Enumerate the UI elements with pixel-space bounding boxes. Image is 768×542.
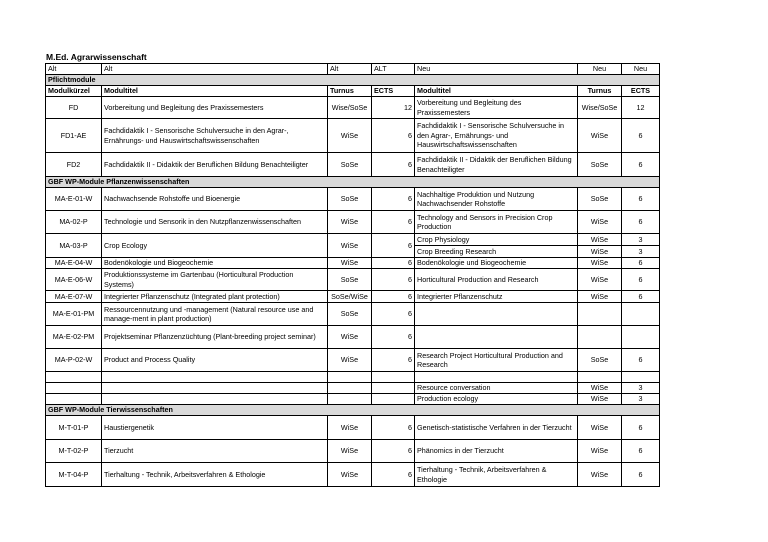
module-code: FD2 — [46, 153, 102, 177]
module-ects: 6 — [372, 440, 415, 463]
new-module-turnus: WiSe — [578, 440, 622, 463]
module-turnus: WiSe — [328, 326, 372, 349]
module-turnus: SoSe — [328, 188, 372, 211]
new-module-title: Fachdidaktik I - Sensorische Schulversuche in den Agrar-, Ernährungs- und Hauswirtschaftswissenschaften — [415, 119, 578, 153]
table-row — [46, 383, 660, 394]
new-module-ects: 6 — [622, 211, 660, 234]
table-row — [46, 269, 660, 291]
module-code: MA-E-01-PM — [46, 303, 102, 326]
module-title: Integrierter Pflanzenschutz (Integrated plant protection) — [102, 291, 328, 303]
new-module-turnus: WiSe — [578, 269, 622, 291]
module-code: MA-02-P — [46, 211, 102, 234]
module-title: Haustiergenetik — [102, 416, 328, 440]
module-turnus: WiSe — [328, 258, 372, 269]
module-ects: 6 — [372, 269, 415, 291]
new-module-ects: 3 — [622, 234, 660, 246]
new-module-ects: 6 — [622, 269, 660, 291]
module-title: Bodenökologie und Biogeochemie — [102, 258, 328, 269]
module-code: MA-E-01-W — [46, 188, 102, 211]
module-turnus: SoSe — [328, 153, 372, 177]
module-title: Fachdidaktik II - Didaktik der Beruflichen Bildung Benachteiligter — [102, 153, 328, 177]
table-row — [46, 303, 660, 326]
table-row — [46, 153, 660, 177]
new-module-ects: 6 — [622, 440, 660, 463]
module-turnus: WiSe — [328, 440, 372, 463]
module-ects: 6 — [372, 326, 415, 349]
module-turnus: WiSe — [328, 416, 372, 440]
table-row — [46, 416, 660, 440]
module-title: Product and Process Quality — [102, 349, 328, 372]
module-ects: 6 — [372, 211, 415, 234]
module-ects: 6 — [372, 291, 415, 303]
page-title: M.Ed. Agrarwissenschaft — [46, 52, 147, 62]
new-module-title-empty — [415, 326, 578, 349]
section-title: GBF WP-Module Tierwissenschaften — [46, 405, 660, 416]
module-ects: 6 — [372, 349, 415, 372]
module-title: Vorbereitung und Begleitung des Praxissemesters — [102, 97, 328, 119]
new-module-title-empty — [415, 303, 578, 326]
module-code: M-T-01-P — [46, 416, 102, 440]
new-module-ects: 3 — [622, 383, 660, 394]
new-module-title: Crop Breeding Research — [415, 246, 578, 258]
table-row — [46, 188, 660, 211]
module-ects: 6 — [372, 234, 415, 258]
new-module-ects: 6 — [622, 416, 660, 440]
new-module-title: Phänomics in der Tierzucht — [415, 440, 578, 463]
new-module-title: Crop Physiology — [415, 234, 578, 246]
header-row — [46, 86, 660, 97]
new-module-turnus: WiSe — [578, 394, 622, 405]
new-module-title: Genetisch-statistische Verfahren in der Tierzucht — [415, 416, 578, 440]
module-title: Fachdidaktik I - Sensorische Schulversuche in den Agrar-, Ernährungs- und Hauswirtschaftswissenschaften — [102, 119, 328, 153]
table-row — [46, 234, 660, 246]
new-module-title: Technology and Sensors in Precision Crop Production — [415, 211, 578, 234]
module-title: Tierhaltung - Technik, Arbeitsverfahren & Ethologie — [102, 463, 328, 487]
column-header: Turnus — [578, 86, 622, 97]
table-row — [46, 326, 660, 349]
module-title: Projektseminar Pflanzenzüchtung (Plant-breeding project seminar) — [102, 326, 328, 349]
new-module-ects: 6 — [622, 188, 660, 211]
module-ects: 6 — [372, 153, 415, 177]
module-code: M-T-04-P — [46, 463, 102, 487]
new-module-title: Horticultural Production and Research — [415, 269, 578, 291]
version-cell: Alt — [328, 64, 372, 75]
module-code: MA-E-04-W — [46, 258, 102, 269]
new-module-ects: 6 — [622, 258, 660, 269]
new-module-ects-empty — [622, 326, 660, 349]
module-turnus: SoSe/WiSe — [328, 291, 372, 303]
module-code: FD — [46, 97, 102, 119]
new-module-ects: 6 — [622, 349, 660, 372]
version-cell: Alt — [46, 64, 102, 75]
module-ects: 6 — [372, 303, 415, 326]
module-code: MA-P-02-W — [46, 349, 102, 372]
version-cell: Neu — [622, 64, 660, 75]
table-row — [46, 291, 660, 303]
module-code: M-T-02-P — [46, 440, 102, 463]
new-module-title: Bodenökologie und Biogeochemie — [415, 258, 578, 269]
new-module-ects: 6 — [622, 153, 660, 177]
new-module-turnus: SoSe — [578, 349, 622, 372]
table-row — [46, 349, 660, 372]
table-row — [46, 97, 660, 119]
new-module-ects: 6 — [622, 463, 660, 487]
module-comparison-table — [45, 63, 660, 487]
new-module-title: Vorbereitung und Begleitung des Praxissemesters — [415, 97, 578, 119]
new-module-ects: 3 — [622, 246, 660, 258]
module-ects: 6 — [372, 188, 415, 211]
module-turnus: WiSe — [328, 119, 372, 153]
new-module-ects: 6 — [622, 291, 660, 303]
table-row — [46, 440, 660, 463]
new-module-ects-empty — [622, 303, 660, 326]
new-module-turnus: SoSe — [578, 188, 622, 211]
section-title: Pflichtmodule — [46, 75, 660, 86]
module-code: FD1-AE — [46, 119, 102, 153]
new-module-ects: 12 — [622, 97, 660, 119]
version-cell: Neu — [415, 64, 578, 75]
module-title: Crop Ecology — [102, 234, 328, 258]
module-ects: 6 — [372, 258, 415, 269]
column-header: Modultitel — [102, 86, 328, 97]
table-row-empty — [46, 372, 660, 383]
column-header: ECTS — [622, 86, 660, 97]
module-title: Nachwachsende Rohstoffe und Bioenergie — [102, 188, 328, 211]
table-row — [46, 394, 660, 405]
new-module-turnus-empty — [578, 326, 622, 349]
section-row — [46, 177, 660, 188]
module-code: MA-03-P — [46, 234, 102, 258]
module-title: Tierzucht — [102, 440, 328, 463]
new-module-turnus: WiSe — [578, 291, 622, 303]
new-module-title: Research Project Horticultural Production and Research — [415, 349, 578, 372]
new-module-ects: 3 — [622, 394, 660, 405]
module-turnus: SoSe — [328, 269, 372, 291]
module-ects: 6 — [372, 119, 415, 153]
new-module-turnus: WiSe — [578, 258, 622, 269]
new-module-ects: 6 — [622, 119, 660, 153]
table-row — [46, 463, 660, 487]
column-header: Modultitel — [415, 86, 578, 97]
version-cell: ALT — [372, 64, 415, 75]
new-module-turnus: Wise/SoSe — [578, 97, 622, 119]
new-module-title: Resource conversation — [415, 383, 578, 394]
new-module-turnus: SoSe — [578, 153, 622, 177]
module-turnus: Wise/SoSe — [328, 97, 372, 119]
new-module-title: Integrierter Pflanzenschutz — [415, 291, 578, 303]
new-module-title: Nachhaltige Produktion und Nutzung Nachwachsender Rohstoffe — [415, 188, 578, 211]
module-turnus: WiSe — [328, 234, 372, 258]
module-title: Produktionssysteme im Gartenbau (Horticultural Production Systems) — [102, 269, 328, 291]
new-module-turnus: WiSe — [578, 383, 622, 394]
new-module-turnus-empty — [578, 303, 622, 326]
module-code: MA-E-07-W — [46, 291, 102, 303]
module-turnus: SoSe — [328, 303, 372, 326]
new-module-turnus: WiSe — [578, 119, 622, 153]
new-module-title: Fachdidaktik II - Didaktik der Beruflichen Bildung Benachteiligter — [415, 153, 578, 177]
new-module-turnus: WiSe — [578, 416, 622, 440]
column-header: Modulkürzel — [46, 86, 102, 97]
module-code: MA-E-06-W — [46, 269, 102, 291]
new-module-turnus: WiSe — [578, 211, 622, 234]
module-title: Ressourcennutzung und -management (Natural resource use and manage-ment in plant production) — [102, 303, 328, 326]
new-module-turnus: WiSe — [578, 463, 622, 487]
module-ects: 6 — [372, 463, 415, 487]
module-turnus: WiSe — [328, 211, 372, 234]
module-ects: 6 — [372, 416, 415, 440]
version-row — [46, 64, 660, 75]
module-title: Technologie und Sensorik in den Nutzpflanzenwissenschaften — [102, 211, 328, 234]
version-cell: Alt — [102, 64, 328, 75]
table-row — [46, 119, 660, 153]
table-row — [46, 211, 660, 234]
version-cell: Neu — [578, 64, 622, 75]
section-row — [46, 75, 660, 86]
new-module-turnus: WiSe — [578, 234, 622, 246]
module-turnus: WiSe — [328, 463, 372, 487]
new-module-turnus: WiSe — [578, 246, 622, 258]
new-module-title: Production ecology — [415, 394, 578, 405]
section-title: GBF WP-Module Pflanzenwissenschaften — [46, 177, 660, 188]
section-row — [46, 405, 660, 416]
module-ects: 12 — [372, 97, 415, 119]
table-row — [46, 258, 660, 269]
new-module-title: Tierhaltung - Technik, Arbeitsverfahren & Ethologie — [415, 463, 578, 487]
module-turnus: WiSe — [328, 349, 372, 372]
module-code: MA-E-02-PM — [46, 326, 102, 349]
column-header: Turnus — [328, 86, 372, 97]
column-header: ECTS — [372, 86, 415, 97]
